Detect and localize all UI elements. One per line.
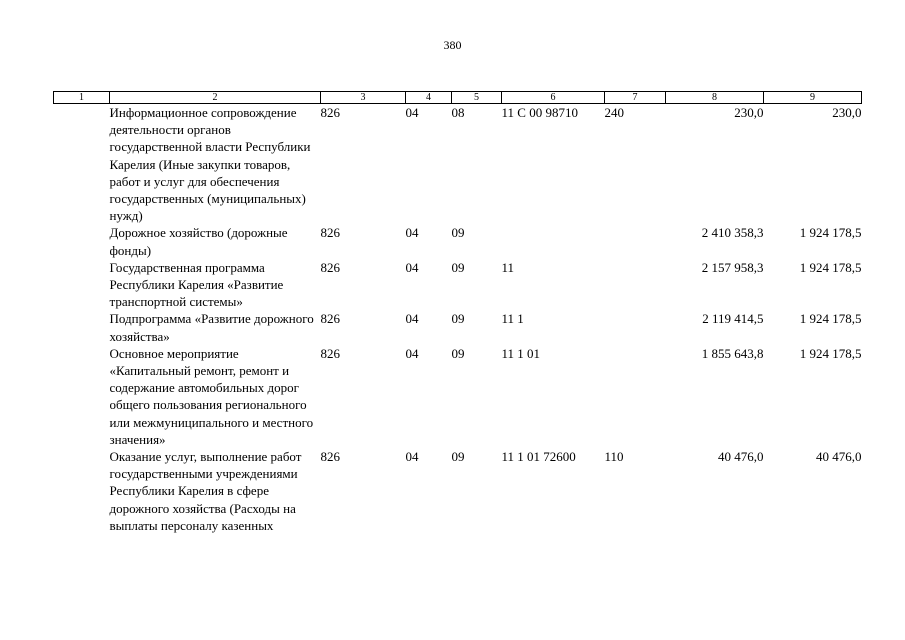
cell-code: [54, 259, 110, 311]
cell-section: 04: [405, 311, 419, 327]
cell-ministry: 826: [320, 225, 340, 241]
cell-subsection: 09: [451, 259, 465, 275]
cell-subsection: 09: [451, 449, 465, 465]
header-row: [54, 92, 862, 104]
cell-ministry: 826: [320, 259, 340, 275]
page-number: 380: [443, 38, 462, 52]
header-col-2: 2: [110, 92, 321, 104]
cell-expense-type: [605, 345, 666, 448]
cell-name: Дорожное хозяйство (дорожные фонды): [109, 225, 288, 258]
cell-name: Государственная программа Республики Карелия «Развитие транспортной системы»: [109, 259, 284, 310]
cell-code: [54, 224, 110, 258]
table-row: [54, 345, 862, 448]
table-header: [54, 92, 862, 104]
cell-ministry: 826: [320, 345, 340, 361]
cell-subsection: 08: [451, 105, 465, 120]
header-col-9: 9: [764, 92, 862, 104]
cell-subsection: 09: [451, 345, 465, 361]
cell-expense-type: [605, 224, 666, 258]
cell-name: Оказание услуг, выполнение работ государственными учреждениями Республики Карелия в сфере дорожного хозяйства (Расходы на выплаты персоналу казенных: [109, 449, 302, 533]
table-row: [54, 259, 862, 311]
cell-sum-2: 1 924 178,5: [799, 345, 862, 361]
cell-expense-type: [605, 259, 666, 311]
cell-code: [54, 104, 110, 225]
header-col-3: 3: [321, 92, 406, 104]
table-row: [54, 448, 862, 534]
cell-expense-type: 110: [604, 449, 624, 465]
cell-sum-1: 2 119 414,5: [702, 311, 764, 327]
cell-sum-2: 230,0: [832, 105, 862, 120]
cell-section: 04: [405, 259, 419, 275]
header-col-5: 5: [452, 92, 502, 104]
cell-code: [54, 310, 110, 344]
header-col-1: 1: [54, 92, 110, 104]
cell-sum-2: 1 924 178,5: [799, 259, 862, 275]
cell-ministry: 826: [320, 311, 340, 327]
cell-code: [54, 345, 110, 448]
cell-ministry: 826: [320, 105, 340, 120]
cell-article: [502, 224, 605, 258]
cell-section: 04: [405, 225, 419, 241]
table-body: [54, 104, 862, 535]
header-col-8: 8: [666, 92, 764, 104]
cell-section: 04: [405, 449, 419, 465]
cell-expense-type: 240: [604, 105, 624, 120]
cell-sum-1: 1 855 643,8: [701, 345, 764, 361]
cell-code: [54, 448, 110, 534]
cell-sum-1: 2 410 358,3: [701, 225, 764, 241]
cell-subsection: 09: [451, 311, 465, 327]
cell-section: 04: [405, 105, 419, 120]
cell-ministry: 826: [320, 449, 340, 465]
header-col-4: 4: [406, 92, 452, 104]
cell-subsection: 09: [451, 225, 465, 241]
cell-sum-2: 40 476,0: [816, 449, 862, 465]
table-row: [54, 224, 862, 258]
cell-article: 11 С 00 98710: [501, 105, 578, 120]
table-row: [54, 310, 862, 344]
table-row: [54, 104, 862, 225]
budget-table: [53, 91, 862, 534]
header-col-6: 6: [502, 92, 605, 104]
cell-article: 11 1: [501, 311, 524, 327]
cell-article: 11: [501, 259, 515, 275]
cell-sum-1: 230,0: [734, 105, 764, 120]
cell-expense-type: [605, 310, 666, 344]
header-col-7: 7: [605, 92, 666, 104]
cell-sum-2: 1 924 178,5: [799, 225, 862, 241]
cell-article: 11 1 01: [501, 345, 541, 361]
cell-sum-2: 1 924 178,5: [799, 311, 862, 327]
cell-article: 11 1 01 72600: [501, 449, 576, 465]
cell-name: Подпрограмма «Развитие дорожного хозяйства»: [109, 311, 314, 344]
cell-sum-1: 40 476,0: [718, 449, 764, 465]
cell-section: 04: [405, 345, 419, 361]
cell-name: Информационное сопровождение деятельности органов государственной власти Республики Карелия (Иные закупки товаров, работ и услуг для обеспечения государственных (муниципальных) нужд): [109, 105, 311, 224]
cell-name: Основное мероприятие «Капитальный ремонт, ремонт и содержание автомобильных дорог общего пользования регионального или межмуниципального и местного значения»: [109, 345, 314, 447]
cell-sum-1: 2 157 958,3: [701, 259, 764, 275]
